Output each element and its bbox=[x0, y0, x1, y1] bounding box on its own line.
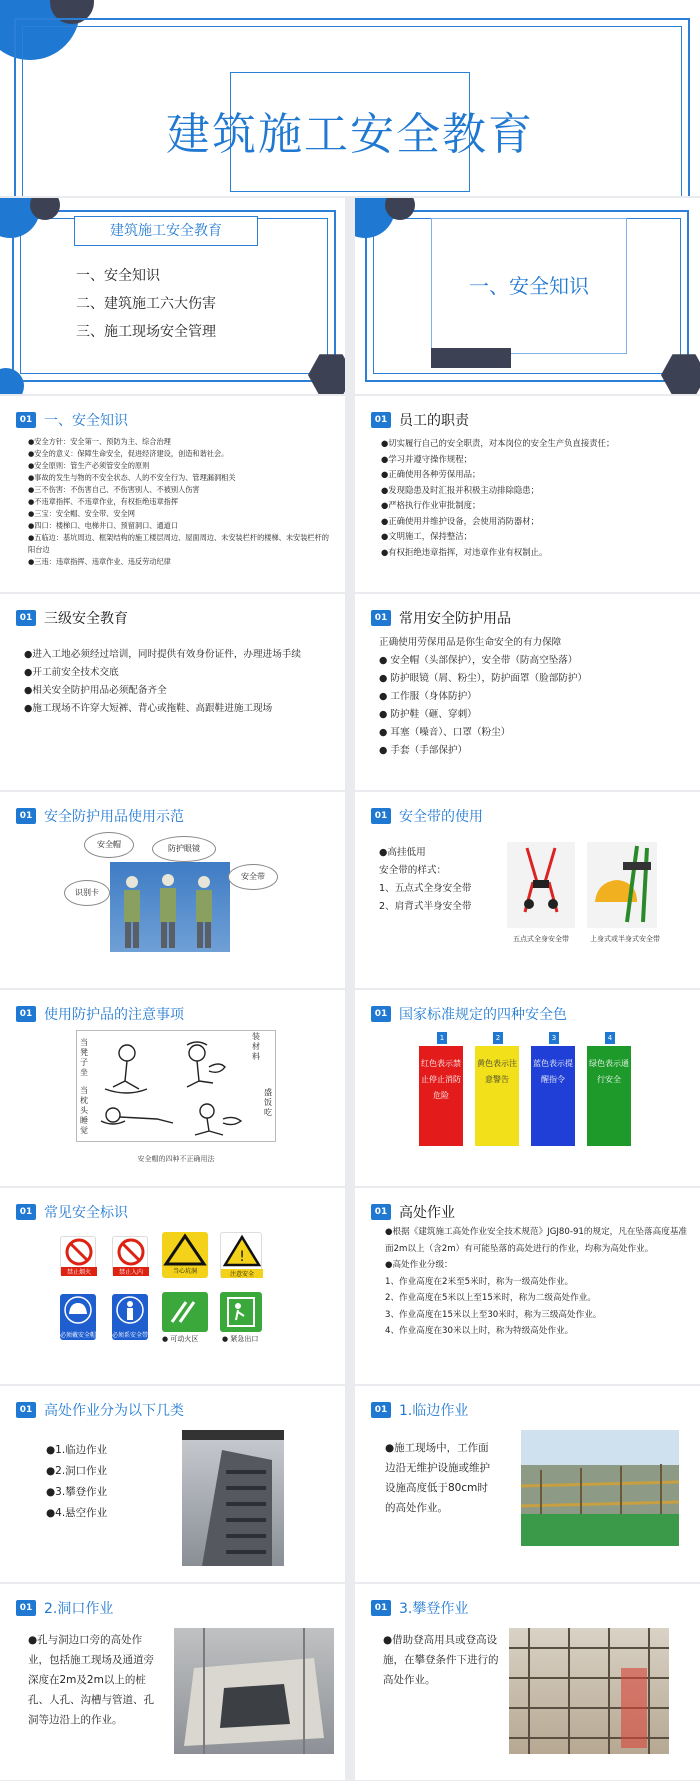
sign-caption: 注意安全 bbox=[221, 1269, 263, 1278]
harness-photo bbox=[507, 842, 575, 928]
slide-title: 1.临边作业 bbox=[399, 1403, 469, 1419]
bullet: ●严格执行作业审批制度； bbox=[381, 500, 481, 510]
bullet: 2、肩背式半身安全带 bbox=[379, 901, 472, 912]
color-card-number: 3 bbox=[549, 1032, 559, 1044]
page-title: 建筑施工安全教育 bbox=[166, 109, 534, 160]
color-card-yellow: 黄色表示注意警告 bbox=[475, 1046, 519, 1146]
workers-photo bbox=[110, 862, 230, 952]
fire-zone-sign bbox=[162, 1292, 208, 1332]
slide-number-badge: 01 bbox=[16, 1600, 36, 1616]
slide-number-badge: 01 bbox=[16, 1204, 36, 1220]
callout-bubble: 安全带 bbox=[228, 864, 278, 890]
bullet: ●施工现场不许穿大短裤、背心或拖鞋、高跟鞋进施工现场 bbox=[24, 703, 273, 714]
bullet: ●开工前安全技术交底 bbox=[24, 667, 119, 678]
slide-body bbox=[381, 436, 686, 560]
slide-number-badge: 01 bbox=[16, 610, 36, 626]
sign-caption: 必须戴安全帽 bbox=[60, 1332, 97, 1339]
construction-site-photo bbox=[521, 1430, 679, 1546]
callout-bubble: 识别卡 bbox=[64, 880, 110, 906]
bullet: ●四口：楼梯口、电梯井口、预留洞口、通道口 bbox=[28, 521, 179, 530]
color-card-green: 绿色表示通行安全 bbox=[587, 1046, 631, 1146]
slide-title: 国家标准规定的四种安全色 bbox=[399, 1007, 567, 1023]
bullet: ●高挂低用 bbox=[379, 847, 426, 858]
helmet-harness-photo bbox=[587, 842, 657, 928]
illustration-label: 当枕头睡觉 bbox=[80, 1086, 88, 1135]
slide-title: 常用安全防护用品 bbox=[399, 611, 511, 627]
bullet: ● 防护眼镜（屑、粉尘），防护面罩（脸部防护） bbox=[379, 673, 588, 684]
toc-item: 一、安全知识 bbox=[76, 268, 160, 284]
bullet: ●3.攀登作业 bbox=[46, 1486, 108, 1498]
building-photo bbox=[182, 1430, 284, 1566]
color-card-red: 红色表示禁止停止消防危险 bbox=[419, 1046, 463, 1146]
slide-height-types bbox=[0, 1386, 345, 1582]
slide-harness bbox=[355, 792, 700, 988]
bullet: 2、作业高度在5米以上至15米时，称为二级高处作业。 bbox=[385, 1293, 596, 1303]
slide-title: 2.洞口作业 bbox=[44, 1601, 114, 1617]
bullet: ●三不伤害：不伤害自己、不伤害别人、不被别人伤害 bbox=[28, 485, 200, 494]
slide-number-badge: 01 bbox=[371, 1402, 391, 1418]
bullet: 1、作业高度在2米至5米时，称为一级高处作业。 bbox=[385, 1276, 574, 1287]
slide-title: 安全带的使用 bbox=[399, 809, 483, 825]
slide-body bbox=[379, 634, 686, 760]
sign-caption: 当心坑洞 bbox=[172, 1268, 197, 1275]
slide-body: ●孔与洞边口旁的高处作业，包括施工现场及通道旁深度在2m及2m以上的桩孔、人孔、沟槽与管道、孔洞等边沿上的作业。 bbox=[28, 1634, 154, 1726]
slide-hole-work bbox=[0, 1584, 345, 1780]
bullet: ● 手套（手部保护） bbox=[379, 745, 468, 756]
sign-caption: 必须系安全带 bbox=[112, 1332, 149, 1339]
bullet: ●发现隐患及时汇报并积极主动排除隐患； bbox=[381, 484, 540, 495]
bullet: 安全带的样式： bbox=[379, 865, 447, 876]
title-slide bbox=[0, 0, 700, 196]
slide-height-work bbox=[355, 1188, 700, 1384]
slide-safety-knowledge bbox=[0, 396, 345, 592]
photo-caption: 五点式全身安全带 bbox=[513, 935, 569, 943]
pit-warning-sign bbox=[162, 1232, 208, 1278]
slide-title: 高处作业 bbox=[399, 1205, 455, 1221]
bullet: ●安全方针：安全第一、预防为主、综合治理 bbox=[28, 437, 171, 446]
caution-sign bbox=[220, 1232, 262, 1278]
slide-number-badge: 01 bbox=[371, 1600, 391, 1616]
bullet: ● 耳塞（噪音）、口罩（粉尘） bbox=[379, 727, 511, 738]
slide-number-badge: 01 bbox=[371, 1006, 391, 1022]
bullet: ●安全的意义：保障生命安全，促进经济建设，创造和谐社会。 bbox=[28, 449, 229, 458]
no-entry-sign bbox=[112, 1236, 148, 1276]
slide-title: 高处作业分为以下几类 bbox=[44, 1403, 184, 1419]
slide-body: ●借助登高用具或登高设施，在攀登条件下进行的高处作业。 bbox=[383, 1634, 499, 1686]
bullet: ●进入工地必须经过培训，同时提供有效身份证件，办理进场手续 bbox=[24, 649, 301, 660]
bullet: ●正确使用并维护设备，会使用消防器材； bbox=[381, 515, 540, 526]
sign-caption: 禁止入内 bbox=[113, 1267, 149, 1276]
illustration-label: 当凳子坐 bbox=[80, 1038, 88, 1077]
slide-title: 安全防护用品使用示范 bbox=[44, 809, 184, 825]
no-fire-sign bbox=[60, 1236, 96, 1276]
bullet: ●学习并遵守操作规程； bbox=[381, 453, 473, 464]
slide-ppe-notes bbox=[0, 990, 345, 1186]
sign-caption: ● 可动火区 bbox=[162, 1335, 199, 1343]
sign-caption: ● 紧急出口 bbox=[222, 1335, 259, 1343]
hole-site-photo bbox=[174, 1628, 334, 1754]
slide-title: 3.攀登作业 bbox=[399, 1601, 469, 1617]
toc-item: 三、施工现场安全管理 bbox=[76, 324, 216, 340]
slide-title: 三级安全教育 bbox=[44, 611, 128, 627]
slide-number-badge: 01 bbox=[16, 808, 36, 824]
bullet: ● 防护鞋（砸、穿刺） bbox=[379, 709, 477, 720]
bullet: ●切实履行自己的安全职责，对本岗位的安全生产负直接责任； bbox=[381, 438, 615, 448]
toc-slide bbox=[0, 198, 345, 394]
slide-body bbox=[28, 436, 331, 568]
slide-safety-signs bbox=[0, 1188, 345, 1384]
bullet: ●2.洞口作业 bbox=[46, 1465, 108, 1477]
slide-number-badge: 01 bbox=[371, 1204, 391, 1220]
slide-number-badge: 01 bbox=[16, 412, 36, 428]
slide-ppe-demo bbox=[0, 792, 345, 988]
bullet: ●三宝：安全帽、安全带、安全网 bbox=[28, 509, 135, 518]
bullet: ●相关安全防护用品必须配备齐全 bbox=[24, 685, 167, 696]
bullet: ●高处作业分级： bbox=[385, 1260, 453, 1270]
slide-climb-work bbox=[355, 1584, 700, 1780]
slide-title: 常见安全标识 bbox=[44, 1205, 128, 1221]
slide-title: 员工的职责 bbox=[399, 413, 469, 429]
bullet: ● 工作服（身体防护） bbox=[379, 691, 477, 702]
slide-number-badge: 01 bbox=[16, 1006, 36, 1022]
slide-number-badge: 01 bbox=[371, 610, 391, 626]
slide-title: 使用防护品的注意事项 bbox=[44, 1007, 184, 1023]
harness-required-sign bbox=[112, 1294, 148, 1340]
slide-ppe bbox=[355, 594, 700, 790]
slide-duties bbox=[355, 396, 700, 592]
callout-bubble: 安全帽 bbox=[84, 832, 134, 858]
sign-caption: 禁止烟火 bbox=[61, 1267, 97, 1276]
section-title: 一、安全知识 bbox=[469, 274, 589, 298]
bullet: ●不违章指挥、不违章作业，有权拒绝违章指挥 bbox=[28, 497, 179, 506]
section-slide bbox=[355, 198, 700, 394]
bullet: ●有权拒绝违章指挥，对违章作业有权制止。 bbox=[381, 546, 548, 557]
toc-box-title: 建筑施工安全教育 bbox=[74, 216, 258, 246]
slide-safety-colors bbox=[355, 990, 700, 1186]
bullet: ●三违：违章指挥、违章作业、违反劳动纪律 bbox=[28, 557, 171, 566]
slide-body bbox=[46, 1440, 156, 1524]
emergency-exit-sign bbox=[220, 1292, 262, 1332]
slide-three-level bbox=[0, 594, 345, 790]
slide-body bbox=[379, 844, 509, 916]
bullet: 1、五点式全身安全带 bbox=[379, 883, 472, 894]
photo-caption: 上身式或半身式安全带 bbox=[590, 935, 660, 943]
decor-bar bbox=[431, 348, 511, 368]
toc-list bbox=[76, 262, 216, 346]
bullet: ● 安全帽（头部保护），安全带（防高空坠落） bbox=[379, 655, 578, 666]
bullet: ●正确使用各种劳保用品； bbox=[381, 469, 481, 479]
illustration-label: 盛饭吃 bbox=[264, 1088, 272, 1117]
bullet: ●4.悬空作业 bbox=[46, 1507, 108, 1519]
helmet-misuse-illustration bbox=[76, 1030, 276, 1142]
slide-body bbox=[24, 646, 331, 718]
toc-item: 二、建筑施工六大伤害 bbox=[76, 296, 216, 312]
illustration-caption: 安全帽的四种不正确用法 bbox=[137, 1155, 215, 1163]
helmet-required-sign bbox=[60, 1294, 96, 1340]
slide-body: ●施工现场中，工作面边沿无维护设施或维护设施高度低于80cm时的高处作业。 bbox=[385, 1442, 490, 1514]
color-card-number: 4 bbox=[605, 1032, 615, 1044]
bullet: ●1.临边作业 bbox=[46, 1444, 108, 1456]
color-card-number: 1 bbox=[437, 1032, 447, 1044]
slide-edge-work bbox=[355, 1386, 700, 1582]
bullet: ●五临边：基坑周边、框架结构的施工楼层周边、屋面周边、未安装栏杆的楼梯、未安装栏杆的阳台边 bbox=[28, 533, 329, 554]
svg-text:!: ! bbox=[239, 1249, 245, 1265]
slide-body bbox=[385, 1224, 692, 1340]
color-card-blue: 蓝色表示提醒指令 bbox=[531, 1046, 575, 1146]
bullet: 4、作业高度在30米以上时，称为特级高处作业。 bbox=[385, 1326, 574, 1336]
intro-text: 正确使用劳保用品是你生命安全的有力保障 bbox=[379, 637, 562, 648]
bullet: ●文明施工，保持整洁； bbox=[381, 531, 473, 541]
bullet: ●事故的发生与物的不安全状态、人的不安全行为、管理漏洞相关 bbox=[28, 473, 236, 482]
scaffold-photo bbox=[509, 1628, 669, 1754]
illustration-label: 装材料 bbox=[252, 1032, 260, 1061]
slide-number-badge: 01 bbox=[371, 412, 391, 428]
slide-number-badge: 01 bbox=[371, 808, 391, 824]
slide-title: 一、安全知识 bbox=[44, 413, 128, 429]
bullet: 3、作业高度在15米以上至30米时，称为三级高处作业。 bbox=[385, 1309, 602, 1320]
bullet: ●安全原则：管生产必须管安全的原则 bbox=[28, 461, 150, 470]
slide-number-badge: 01 bbox=[16, 1402, 36, 1418]
color-card-number: 2 bbox=[493, 1032, 503, 1044]
bullet: ●根据《建筑施工高处作业安全技术规范》JGJ80-91的规定，凡在坠落高度基准面2m以上（含2m）有可能坠落的高处进行的作业，均称为高处作业。 bbox=[385, 1227, 688, 1254]
callout-bubble: 防护眼镜 bbox=[152, 836, 216, 862]
